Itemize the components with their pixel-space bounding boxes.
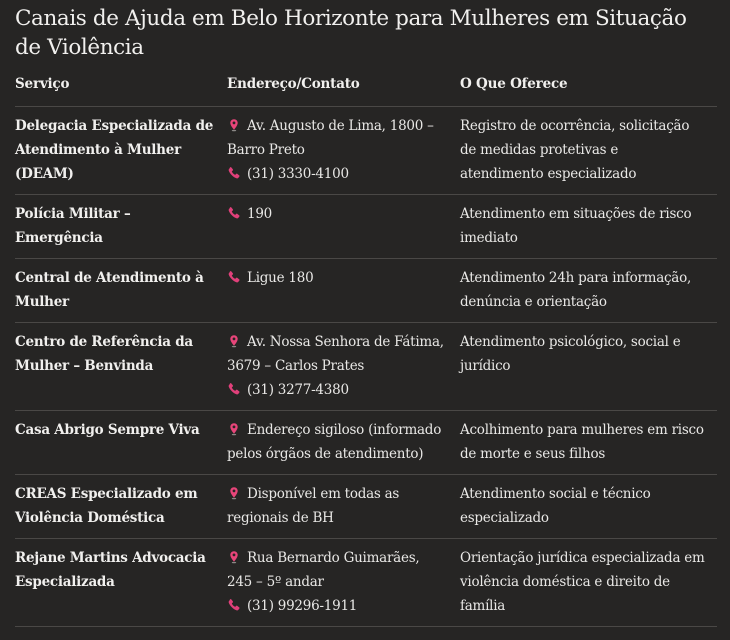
table-row	[15, 259, 717, 323]
service-name-cell: Polícia Militar – Emergência	[15, 195, 227, 259]
address-line	[227, 114, 448, 162]
location-pin-icon	[227, 116, 241, 130]
offer-cell: Atendimento 24h para informação, denúncia e orientação	[460, 259, 717, 323]
location-pin-icon	[227, 484, 241, 498]
contact-cell	[227, 259, 460, 323]
table-row	[15, 107, 717, 195]
table-header-row	[15, 72, 717, 107]
offer-cell: Registro de ocorrência, solicitação de medidas protetivas e atendimento especializado	[460, 107, 717, 195]
service-name-cell: Delegacia Especializada de Atendimento à Mulher (DEAM)	[15, 107, 227, 195]
contact-cell	[227, 539, 460, 627]
service-name-cell: Rejane Martins Advocacia Especializada	[15, 539, 227, 627]
help-channels-table	[15, 72, 717, 627]
offer-cell: Acolhimento para mulheres em risco de morte e seus filhos	[460, 411, 717, 475]
contact-cell	[227, 323, 460, 411]
telephone-icon	[227, 164, 241, 178]
offer-cell: Orientação jurídica especializada em violência doméstica e direito de família	[460, 539, 717, 627]
service-name-cell: CREAS Especializado em Violência Doméstica	[15, 475, 227, 539]
service-name-cell: Centro de Referência da Mulher – Benvinda	[15, 323, 227, 411]
address-text: Av. Augusto de Lima, 1800 – Barro Preto	[227, 118, 434, 158]
contact-cell	[227, 475, 460, 539]
contact-cell	[227, 195, 460, 259]
table-row	[15, 475, 717, 539]
table-row	[15, 539, 717, 627]
table-row	[15, 411, 717, 475]
phone-line[interactable]	[227, 594, 448, 618]
telephone-icon	[227, 204, 241, 218]
offer-cell: Atendimento psicológico, social e jurídico	[460, 323, 717, 411]
address-line	[227, 330, 448, 378]
offer-cell: Atendimento em situações de risco imediato	[460, 195, 717, 259]
contact-cell	[227, 411, 460, 475]
phone-number[interactable]: (31) 3277-4380	[247, 382, 349, 398]
location-pin-icon	[227, 420, 241, 434]
phone-number[interactable]: 190	[247, 206, 273, 222]
offer-cell: Atendimento social e técnico especializado	[460, 475, 717, 539]
service-name-cell: Central de Atendimento à Mulher	[15, 259, 227, 323]
phone-line[interactable]	[227, 378, 448, 402]
telephone-icon	[227, 268, 241, 282]
column-header-offer: O Que Oferece	[460, 72, 717, 107]
address-text: Av. Nossa Senhora de Fátima, 3679 – Carlos Prates	[227, 334, 444, 374]
telephone-icon	[227, 596, 241, 610]
column-header-contact: Endereço/Contato	[227, 72, 460, 107]
table-body	[15, 107, 717, 627]
page-title: Canais de Ajuda em Belo Horizonte para Mulheres em Situação de Violência	[15, 6, 687, 60]
table-row	[15, 323, 717, 411]
address-text: Rua Bernardo Guimarães, 245 – 5º andar	[227, 550, 420, 590]
service-name-cell: Casa Abrigo Sempre Viva	[15, 411, 227, 475]
phone-number[interactable]: (31) 99296-1911	[247, 598, 358, 614]
phone-line[interactable]	[227, 162, 448, 186]
address-text: Disponível em todas as regionais de BH	[227, 486, 400, 526]
phone-line[interactable]	[227, 202, 448, 226]
contact-cell	[227, 107, 460, 195]
address-line	[227, 482, 448, 530]
phone-number[interactable]: (31) 3330-4100	[247, 166, 349, 182]
address-line	[227, 418, 448, 466]
phone-number[interactable]: Ligue 180	[247, 270, 314, 286]
column-header-service: Serviço	[15, 72, 227, 107]
address-line	[227, 546, 448, 594]
table-row	[15, 195, 717, 259]
location-pin-icon	[227, 332, 241, 346]
address-text: Endereço sigiloso (informado pelos órgãos de atendimento)	[227, 422, 442, 462]
phone-line[interactable]	[227, 266, 448, 290]
location-pin-icon	[227, 548, 241, 562]
telephone-icon	[227, 380, 241, 394]
